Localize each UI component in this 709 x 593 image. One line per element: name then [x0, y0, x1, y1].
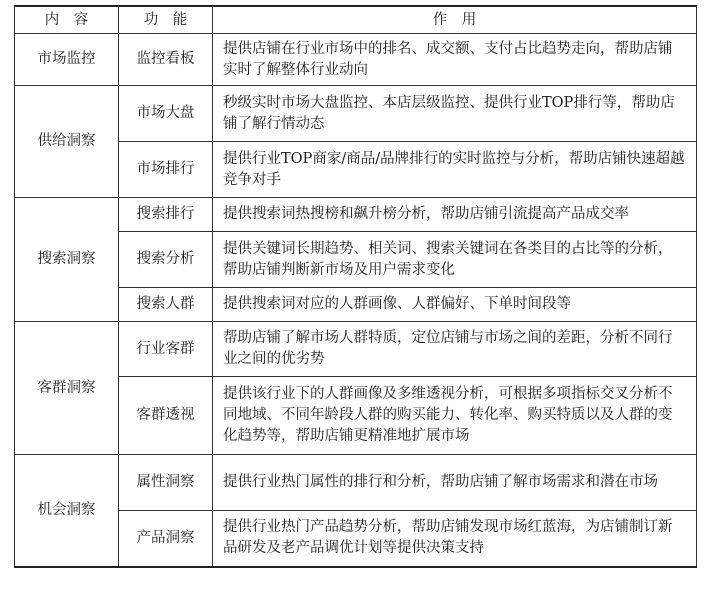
use-cell: 提供该行业下的人群画像及多维透视分析，可根据多项指标交叉分析不同地域、不同年龄段人群的购买能力、转化率、购买特质以及人群的变化趋势等，帮助店铺更精准地扩展市场 [213, 377, 697, 455]
table-body [15, 34, 697, 567]
use-cell: 提供搜索词热搜榜和飙升榜分析，帮助店铺引流提高产品成交率 [213, 198, 697, 232]
table-row [15, 34, 697, 86]
header-function: 功 能 [119, 6, 213, 34]
use-cell: 提供行业TOP商家/商品/品牌排行的实时监控与分析，帮助店铺快速超越竞争对手 [213, 142, 697, 198]
use-cell: 秒级实时市场大盘监控、本店层级监控、提供行业TOP排行等，帮助店铺了解行情动态 [213, 86, 697, 142]
table-row [15, 198, 697, 232]
content-cell: 市场监控 [15, 34, 119, 86]
header-row [15, 6, 697, 34]
function-cell: 搜索排行 [119, 198, 213, 232]
function-cell: 客群透视 [119, 377, 213, 455]
table-row [15, 455, 697, 511]
use-cell: 提供搜索词对应的人群画像、人群偏好、下单时间段等 [213, 288, 697, 322]
content-cell: 客群洞察 [15, 322, 119, 455]
use-cell: 提供行业热门产品趋势分析，帮助店铺发现市场红蓝海，为店铺制订新品研发及老产品调优计划等提供决策支持 [213, 511, 697, 567]
content-cell: 机会洞察 [15, 455, 119, 567]
header-use: 作 用 [213, 6, 697, 34]
function-cell: 搜索分析 [119, 232, 213, 288]
use-cell: 提供关键词长期趋势、相关词、搜索关键词在各类目的占比等的分析，帮助店铺判断新市场及用户需求变化 [213, 232, 697, 288]
table-row [15, 322, 697, 377]
function-cell: 行业客群 [119, 322, 213, 377]
use-cell: 提供行业热门属性的排行和分析，帮助店铺了解市场需求和潜在市场 [213, 455, 697, 511]
use-cell: 提供店铺在行业市场中的排名、成交额、支付占比趋势走向，帮助店铺实时了解整体行业动向 [213, 34, 697, 86]
function-cell: 市场大盘 [119, 86, 213, 142]
feature-table [14, 5, 697, 568]
function-cell: 市场排行 [119, 142, 213, 198]
use-cell: 帮助店铺了解市场人群特质，定位店铺与市场之间的差距，分析不同行业之间的优劣势 [213, 322, 697, 377]
function-cell: 搜索人群 [119, 288, 213, 322]
content-cell: 搜索洞察 [15, 198, 119, 322]
function-cell: 监控看板 [119, 34, 213, 86]
table-header [15, 6, 697, 34]
function-cell: 产品洞察 [119, 511, 213, 567]
function-cell: 属性洞察 [119, 455, 213, 511]
content-cell: 供给洞察 [15, 86, 119, 198]
table-row [15, 86, 697, 142]
header-content: 内 容 [15, 6, 119, 34]
